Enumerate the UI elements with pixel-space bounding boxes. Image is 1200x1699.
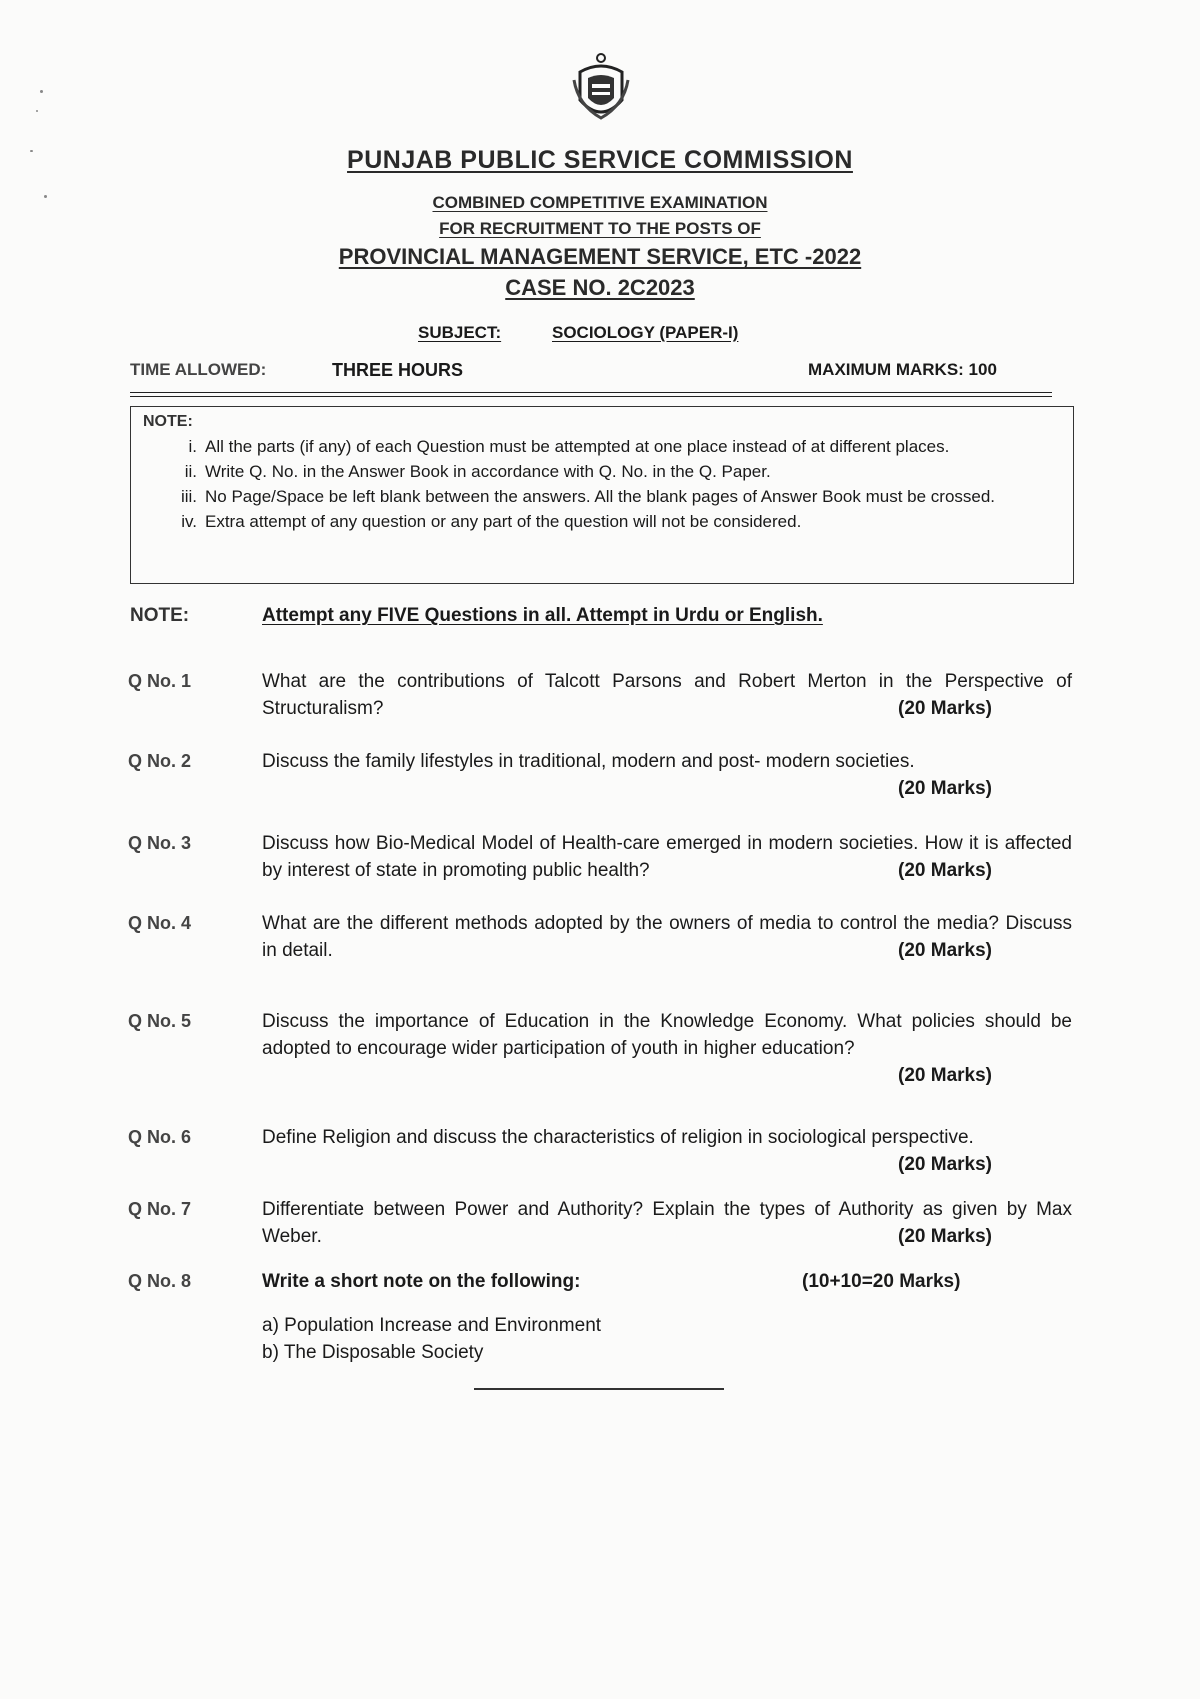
case-number: CASE NO. 2C2023: [505, 275, 695, 300]
instruction-item: iv. Extra attempt of any question or any part of the question will not be considered.: [181, 512, 802, 531]
instructions-list: [159, 437, 1059, 537]
exam-title-line1: COMBINED COMPETITIVE EXAMINATION: [432, 193, 768, 212]
header-divider: [130, 396, 1052, 397]
q8-item-b: b) The Disposable Society: [262, 1342, 484, 1363]
subject-label: SUBJECT:: [418, 323, 502, 342]
header-divider: [130, 392, 1052, 393]
exam-paper-page: PUNJAB PUBLIC SERVICE COMMISSION COMBINED COMPETITIVE EXAMINATION FOR RECRUITMENT TO THE POSTS OF PROVINCIAL MANAGEMENT SERVICE, ETC -2022 CASE NO. 2C2023 SUBJECT: SOCIOLOGY (PAPER-I) TIME ALLOWED: THREE HOURS MAXIMUM MARKS: 100 NOTE: i. All the parts (if any) of each Question must be attempted at one place instead of at different places. ii. Write Q. No. in the Answer Book in accordance with Q. No. in the Q. Paper. iii. No Page/Space be left blank between the answers. All the blank pages of Answer Book must be crossed. iv. Extra attempt of any question or any part of the question will not be considered. NOTE: Attempt any FIVE Questions in all. Attempt in Urdu or English. Q No. 1 What are the contributions of Talcott Parsons and Robert Merton in the Perspective of Structuralism? (20 Marks) Q No. 2 Discuss the family lifestyles in traditional, modern and post- modern societies. (20 Marks) Q No. 3 Discuss how Bio-Medical Model of Health-care emerged in modern societies. How it is affected by interest of state in promoting public health? (20 Marks) Q No. 4 What are the different methods adopted by the owners of media to control the media? Discuss in detail. (20 Marks) Q No. 5 Discuss the importance of Education in the Knowledge Economy. What policies should be adopted to encourage wider participation of youth in higher education? (20 Marks) Q No. 6 Define Religion and discuss the characteristics of religion in sociological perspective. (20 Marks) Q No. 7 Differentiate between Power and Authority? Explain the types of Authority as given by Max Weber. (20 Marks) Q No. 8 Write a short note on the following: (10+10=20 Marks) a) Population Increase and Environment b) The Disposable Society: [0, 0, 1200, 1699]
scan-speck: [40, 90, 43, 93]
instruction-item: ii. Write Q. No. in the Answer Book in accordance with Q. No. in the Q. Paper.: [184, 462, 771, 481]
commission-emblem-icon: [570, 50, 632, 126]
instruction-item: iii. No Page/Space be left blank between the answers. All the blank pages of Answer Book must be crossed.: [180, 487, 996, 506]
instructions-box: [130, 406, 1074, 584]
time-allowed-value: THREE HOURS: [332, 360, 464, 380]
subject-value: SOCIOLOGY (PAPER-I): [552, 323, 739, 342]
time-allowed-label: TIME ALLOWED:: [130, 360, 267, 379]
service-title: PROVINCIAL MANAGEMENT SERVICE, ETC -2022: [338, 244, 862, 269]
q8-sub-items: [262, 1312, 601, 1366]
scan-speck: [36, 110, 38, 112]
end-of-paper-line: [474, 1388, 724, 1390]
maximum-marks: MAXIMUM MARKS: 100: [808, 360, 997, 379]
q8-item-a: a) Population Increase and Environment: [262, 1315, 602, 1336]
instruction-item: i. All the parts (if any) of each Question must be attempted at one place instead of at different places.: [188, 437, 950, 456]
exam-title-line2: FOR RECRUITMENT TO THE POSTS OF: [439, 219, 761, 238]
organization-title: PUNJAB PUBLIC SERVICE COMMISSION: [347, 146, 853, 174]
instructions-label: NOTE:: [143, 413, 193, 430]
